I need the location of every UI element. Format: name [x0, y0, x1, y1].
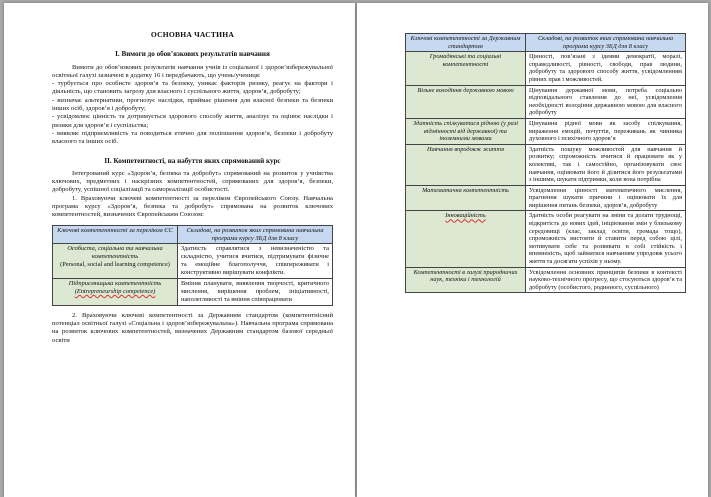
components-cell: Здатність особи реагувати на зміни та долати труднощі, відкритість до нових ідей, ініціювання змін у близькому середовищі (клас, заклад освіти, громада тощо), спроможність вистояти й ставити перед собою цілі, мотивувати себе та розвивати в собі стійкість і впевненість, щоб займатися навчанням упродовж усього життя та досягати успіхів у ньому. — [526, 211, 686, 267]
components-cell: Здатність пошуку можливостей для навчання й розвитку; спроможність вчитися й працювати як у колективі, так і самостійно, організовувати своє навчання, оцінювати його й ділитися його результатами з іншими, шукати підтримки, коли вона потрібна — [526, 144, 686, 185]
table-header-cell: Складові, на розвиток яких спрямована навчальна програма курсу ЗБД для 8 класу — [178, 225, 333, 244]
section-2-paragraph: 1. Враховуючи ключеві компетентності за переліком Європейського Союзу. Навчальна програма курсу «Здоров’я, безпека та добробут» спрямована на розвиток ключових компетентностей, визначених Європейським Союзом: — [52, 194, 333, 219]
document-page-1 — [4, 3, 355, 497]
components-cell: Цінності, пов’язані з ідеями демократії, моралі, справедливості, рівності, свободи, прав людини, добробуту та здорового способу життя, усвідомленням рівних прав і можливостей. — [526, 52, 686, 85]
section-2-paragraph: 2. Враховуючи ключеві компетентності за Державним стандартом (компетентнісний потенціал освітньої галузі «Соціальна і здоров’язбережувальна»). Навчальна програма спрямована на розвиток ключових компетентностей, визначених Державним стандартом базової середньої освіти — [52, 311, 333, 344]
components-cell: Здатність справлятися з невизначеністю та складністю, учитися вчитися, підтримувати фізичне та емоційне благополуччя, співпереживати і конструктивно вирішувати конфлікти. — [178, 244, 333, 279]
table-header-cell: Ключові компетентності за переліком ЄС — [53, 225, 178, 244]
document-title: ОСНОВНА ЧАСТИНА — [150, 30, 235, 39]
competence-name-en: (Personal, social and learning competence) — [60, 261, 170, 269]
table-header-cell: Складові, на розвиток яких спрямована навчальна програма курсу ЗБД для 8 класу — [526, 34, 686, 52]
table-row — [406, 52, 686, 85]
section-1-bullet: - усвідомлює цінність та дотримується здорового способу життя, аналізує та оцінює наслідки і ризики для здоров’я і суспільства; — [52, 113, 333, 129]
eu-competences-table — [52, 225, 333, 306]
table-row — [406, 144, 686, 185]
table-row — [53, 244, 333, 279]
competence-cell: Компетентності в галузі природничих наук, техніки і технологій — [406, 267, 526, 293]
table-row — [406, 85, 686, 118]
competence-name: Підприємницька компетентність — [68, 280, 162, 288]
section-1-heading: І. Вимоги до обов’язкових результатів навчання — [115, 50, 270, 59]
competence-name: Особиста, соціальна та навчальна компетентність — [67, 245, 163, 261]
table-row — [406, 211, 686, 267]
components-cell: Вміння планувати, виявлення творчості, критичного мислення, вирішення проблем, ініціативності, наполегливості та вміння співпрацювати — [178, 279, 333, 306]
section-1-bullet: - визначає альтернативи, прогнозує наслідки, приймає рішення для власної безпеки та безпеки інших осіб, здоров’я і добробуту; — [52, 96, 333, 113]
competence-name: Інноваційність — [445, 212, 486, 220]
competence-cell: Здатність спілкуватися рідною (у разі відмінності від державної) та іноземними мовами — [406, 118, 526, 144]
table-header-row — [406, 34, 686, 52]
section-1-paragraph: Вимоги до обов’язкових результатів навчання учнів із соціальної і здоров’язбережувальної освітньої галузі зазначені в додатку 16 і передбачають, що учень/учениця: — [52, 63, 333, 79]
section-2-paragraph: Інтегрований курс «Здоров’я, безпека та добробут» спрямований на розвиток у учнівства ключових, предметних і наскрізних компетентностей, спрямованих для здоров’я, безпеки, добробуту, успішної соціалізації та самореалізації особистості. — [52, 169, 333, 194]
components-cell: Цінування рідної мови як засобу спілкування, вираження емоцій, почуттів, переживань як чинника духовного і психічного здоров’я — [526, 118, 686, 144]
competence-cell — [406, 211, 526, 267]
table-header-row — [53, 225, 333, 244]
components-cell: Усвідомлення цінності математичного мислення, прагнення шукати причини і оцінювати їх для вирішення питань безпеки, здоров’я, добробуту — [526, 185, 686, 211]
components-cell: Цінування державної мови, потреба соціально відповідального ставлення до неї, усвідомлення необхідності володіння державною мовою для власного добробуту — [526, 85, 686, 118]
competence-cell: Вільне володіння державною мовою — [406, 85, 526, 118]
competence-cell — [53, 244, 178, 279]
document-page-2 — [357, 3, 708, 497]
competence-name-en: (Entrepreneurship competence) — [74, 287, 156, 295]
section-2-heading: ІІ. Компетентності, на набуття яких спрямований курс — [104, 156, 281, 165]
table-row — [406, 267, 686, 293]
table-row — [406, 118, 686, 144]
competence-cell: Математична компетентність — [406, 185, 526, 211]
table-row — [406, 185, 686, 211]
table-header-cell: Ключові компетентності за Державним стандартом — [406, 34, 526, 52]
competence-cell — [53, 279, 178, 306]
section-1-bullet: - виявляє підприємливість та поводиться етично для поліпшення здоров’я, безпеки і добробуту власного та інших осіб. — [52, 129, 333, 146]
components-cell: Усвідомлення основних принципів безпеки в контексті науково-технічного прогресу, що стосуються здоров’я та добробуту (особистого, родинного, суспільного) — [526, 267, 686, 293]
state-standard-competences-table — [405, 33, 686, 293]
section-1-bullet: - турбується про особисте здоров’я та безпеку, уникає факторів ризику, реагує на фактори і діяльність, що становить загрозу для власного і суспільного життя, здоров’я, добробуту; — [52, 80, 333, 96]
competence-cell: Громадянські та соціальні компетентності — [406, 52, 526, 85]
table-row — [53, 279, 333, 306]
competence-cell: Навчання впродовж життя — [406, 144, 526, 185]
